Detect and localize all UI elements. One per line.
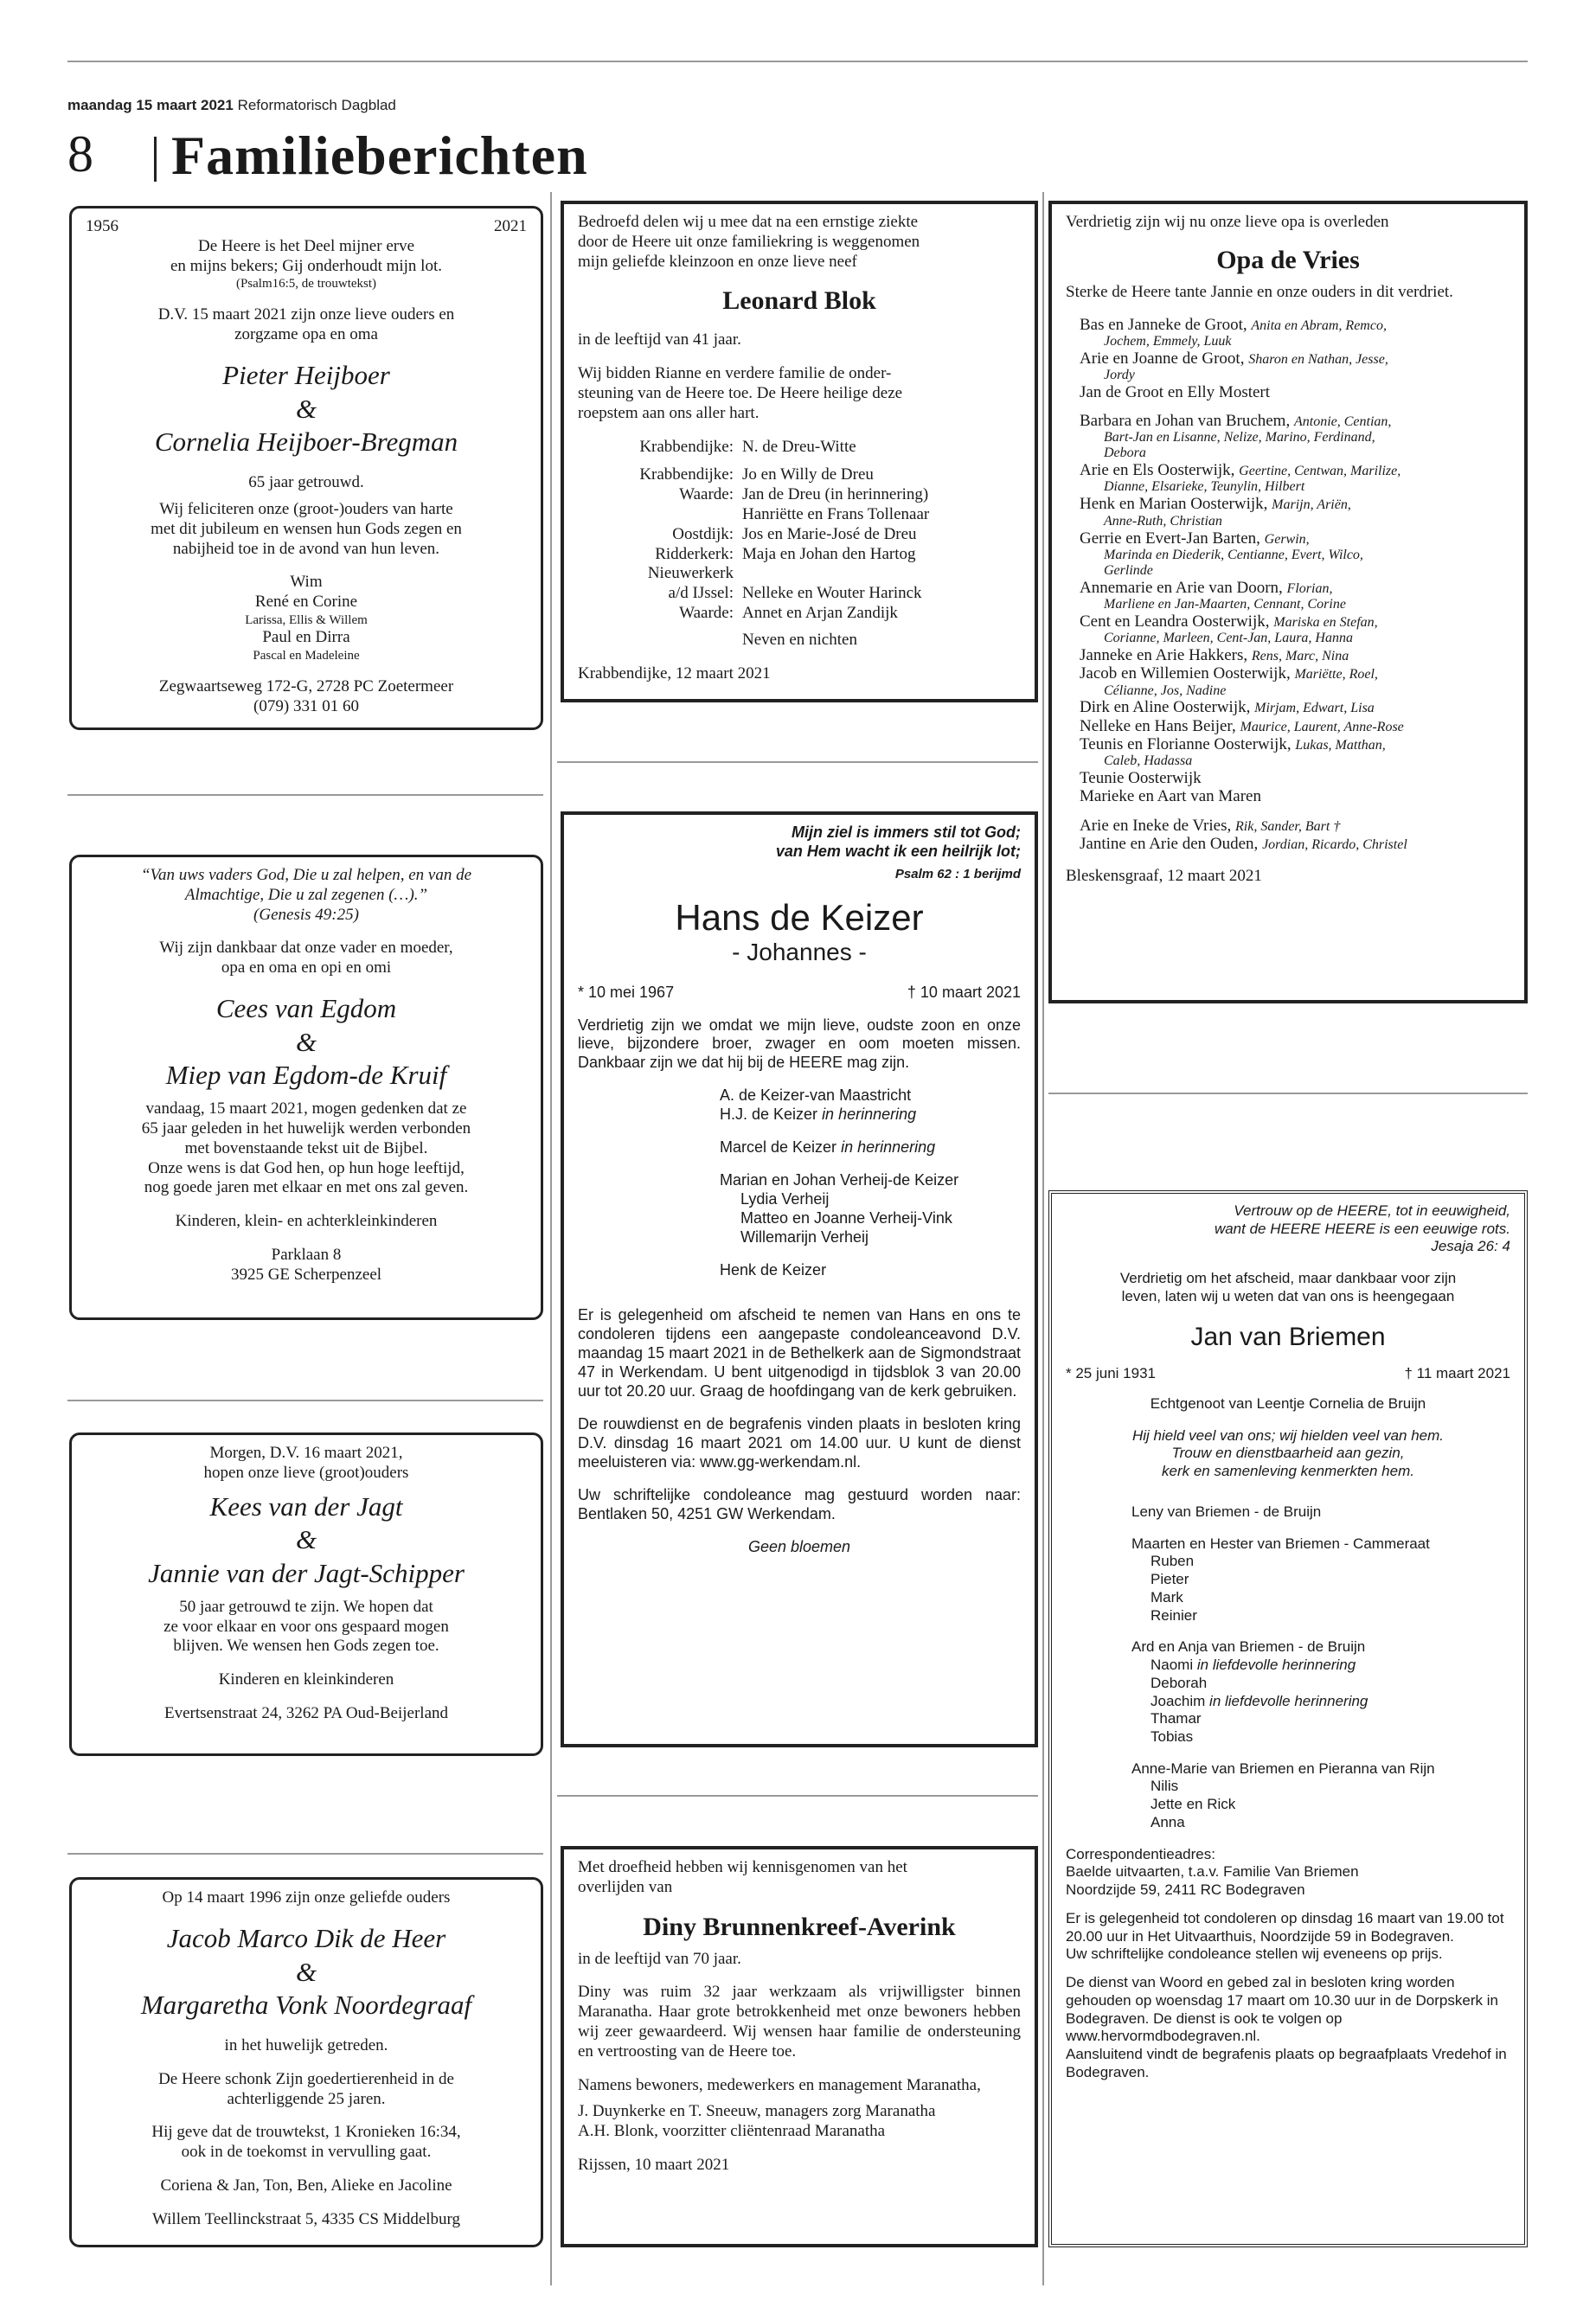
place-date: Rijssen, 10 maart 2021 xyxy=(578,2155,730,2174)
honoree-name: Cees van Egdom xyxy=(215,992,397,1023)
body-paragraph: Er is gelegenheid tot condoleren op dinsdag 16 maart van 19.00 tot 20.00 uur in Het Uitvaarthuis, Noordzijde 59 in Bodegraven. xyxy=(1066,1909,1504,1945)
spouse-line: Echtgenoot van Leentje Cornelia de Bruijn xyxy=(1150,1395,1426,1412)
honoree-name: Pieter Heijboer xyxy=(222,359,390,390)
body-line: in het huwelijk getreden. xyxy=(224,2036,388,2055)
announcement-van-der-jagt xyxy=(69,1433,543,1756)
family-member: H.J. de Keizer in herinnering xyxy=(720,1106,917,1124)
family-member: Jan de Groot en Elly Mostert xyxy=(1080,382,1271,401)
family-member-children: Marinda en Diederik, Centianne, Evert, Wilco, xyxy=(1104,547,1363,562)
body-line: 50 jaar getrouwd te zijn. We hopen dat xyxy=(179,1597,433,1616)
year-end: 2021 xyxy=(494,217,527,235)
separator xyxy=(557,761,1038,763)
family-member: Ruben xyxy=(1151,1553,1195,1570)
family-member: Marian en Johan Verheij-de Keizer xyxy=(720,1171,959,1189)
intro-line: Verdrietig zijn wij nu onze lieve opa is overleden xyxy=(1066,213,1389,231)
family-member: Ard en Anja van Briemen - de Bruijn xyxy=(1131,1638,1366,1656)
family-member-children: Célianne, Jos, Nadine xyxy=(1104,683,1227,698)
honoree-name: Jannie van der Jagt-Schipper xyxy=(148,1558,465,1589)
separator xyxy=(67,1400,543,1401)
family-member: Jan de Dreu (in herinnering) xyxy=(742,485,929,504)
body-line: Hij geve dat de trouwtekst, 1 Kronieken 16:34, xyxy=(151,2123,461,2142)
family-member: Naomi in liefdevolle herinnering xyxy=(1151,1657,1356,1674)
family-member-children: Jochem, Emmely, Luuk xyxy=(1104,333,1232,349)
family-member-children: Marliene en Jan-Maarten, Cennant, Corine xyxy=(1104,596,1346,612)
deceased-name: Diny Brunnenkreef-Averink xyxy=(643,1912,956,1941)
quote-line: Almachtige, Die u zal zegenen (…).” xyxy=(184,885,428,904)
family-list xyxy=(1066,316,1510,854)
address: Evertsenstraat 24, 3262 PA Oud-Beijerland xyxy=(163,1704,449,1723)
body-paragraph: Verdrietig zijn we omdat we mijn lieve, oudste zoon en onze lieve, bijzondere broer, zwager en oom moeten missen. Dankbaar zijn we dat hij bij de HEERE mag zijn. xyxy=(578,1016,1021,1072)
signature-line: J. Duynkerke en T. Sneeuw, managers zorg Maranatha xyxy=(578,2102,936,2121)
intro-line: hopen onze lieve (groot)ouders xyxy=(203,1463,409,1482)
family-member: Annemarie en Arie van Doorn, Florian, xyxy=(1080,578,1333,597)
quote-line: Mijn ziel is immers stil tot God; xyxy=(791,824,1021,841)
family-member: Nilis xyxy=(1151,1778,1179,1795)
announcement-opa-de-vries xyxy=(1048,201,1528,1003)
dateline xyxy=(67,97,396,114)
family-place xyxy=(578,505,734,525)
dates-row xyxy=(1066,1365,1510,1383)
intro-line: Bedroefd delen wij u mee dat na een ernstige ziekte xyxy=(578,213,919,231)
family-member: Dirk en Aline Oosterwijk, Mirjam, Edwart, Lisa xyxy=(1080,698,1375,717)
intro-line: Verdrietig om het afscheid, maar dankbaar voor zijn xyxy=(1119,1270,1457,1287)
body-paragraph: Diny was ruim 32 jaar werkzaam als vrijwilligster binnen Maranatha. Haar grote betrokkenheid met onze bewoners hebben wij zeer gewaardeerd. Wij wensen haar familie de ondersteuning en vertroosting van de Heere toe. xyxy=(578,1983,1021,2061)
body-paragraph: Er is gelegenheid om afscheid te nemen van Hans en ons te condoleren tijdens een aangepaste condoleanceavond D.V. maandag 15 maart 2021 in de Bethelkerk aan de Sigmondstraat 47 in Werkendam. U bent uitgenodigd in tijdsblok 3 van 20.00 uur tot 20.20 uur. Graag de hoofdingang van de kerk gebruiken. xyxy=(578,1305,1021,1400)
deceased-name: Opa de Vries xyxy=(1216,246,1360,275)
family-member: Jantine en Arie den Ouden, Jordian, Ricardo, Christel xyxy=(1080,834,1407,853)
family-list xyxy=(578,438,1021,624)
body-line: met bovenstaande tekst uit de Bijbel. xyxy=(184,1138,428,1157)
announcement-heijboer xyxy=(69,206,543,730)
death-date: † 11 maart 2021 xyxy=(1404,1365,1510,1382)
family-member: Marcel de Keizer in herinnering xyxy=(720,1138,936,1157)
family-member: Jacob en Willemien Oosterwijk, Mariëtte, Roel, xyxy=(1080,664,1378,683)
body-line: Onze wens is dat God hen, op hun hoge leeftijd, xyxy=(148,1158,465,1177)
intro-line: D.V. 15 maart 2021 zijn onze lieve ouders en xyxy=(157,305,455,324)
body-paragraph: Uw schriftelijke condoleance mag gestuurd worden naar: Bentlaken 50, 4251 GW Werkendam. xyxy=(578,1485,1021,1522)
family-place: Nieuwerkerk xyxy=(647,564,734,583)
family-member: René en Corine xyxy=(254,593,358,612)
body-line: ook in de toekomst in vervulling gaat. xyxy=(181,2143,432,2162)
family-member: A. de Keizer-van Maastricht xyxy=(720,1086,912,1105)
quote-line: want de HEERE HEERE is een eeuwige rots. xyxy=(1214,1220,1510,1237)
year-row xyxy=(86,217,527,237)
family-member: Teunis en Florianne Oosterwijk, Lukas, Matthan, xyxy=(1080,734,1386,753)
family-member: Teunie Oosterwijk xyxy=(1080,769,1202,788)
body-paragraph: De dienst van Woord en gebed zal in besloten kring worden gehouden op woensdag 17 maart om 10.30 uur in de Dorpskerk in Bodegraven. De dienst is ook te volgen op www.hervormdbodegraven.nl. xyxy=(1066,1974,1498,2045)
family-member: Annet en Arjan Zandijk xyxy=(742,603,898,622)
family-member: Maja en Johan den Hartog xyxy=(742,544,916,563)
family-member: Larissa, Ellis & Willem xyxy=(245,613,368,628)
year-start: 1956 xyxy=(86,217,119,235)
family-member-children: Dianne, Elsarieke, Teunylin, Hilbert xyxy=(1104,479,1305,495)
family-member: Nelleke en Wouter Harinck xyxy=(742,584,922,603)
intro-line: door de Heere uit onze familiekring is weggenomen xyxy=(578,232,920,251)
column-rule-2 xyxy=(1042,192,1044,2285)
ampersand: & xyxy=(295,393,317,424)
address: Parklaan 8 xyxy=(271,1246,342,1265)
body-paragraph: Namens bewoners, medewerkers en management Maranatha, xyxy=(578,2075,981,2094)
deceased-subname: - Johannes - xyxy=(732,939,867,966)
intro-line: mijn geliefde kleinzoon en onze lieve neef xyxy=(578,252,857,271)
signature-line: A.H. Blonk, voorzitter cliëntenraad Maranatha xyxy=(578,2122,886,2141)
address: 3925 GE Scherpenzeel xyxy=(230,1265,382,1284)
family-place xyxy=(578,457,734,465)
page-number: 8 xyxy=(67,125,93,183)
family-place: Waarde: xyxy=(679,603,734,622)
body-line: 65 jaar geleden in het huwelijk werden verbonden xyxy=(141,1119,471,1138)
family-member: Matteo en Joanne Verheij-Vink xyxy=(740,1209,952,1227)
honoree-name: Kees van der Jagt xyxy=(209,1490,403,1522)
body-line: roepstem aan ons aller hart. xyxy=(578,403,760,422)
quote-reference: Jesaja 26: 4 xyxy=(1431,1238,1510,1255)
family-member: Tobias xyxy=(1151,1728,1194,1746)
body-line: blijven. We wensen hen Gods zegen toe. xyxy=(173,1637,439,1656)
quote-line: en mijns bekers; Gij onderhoudt mijn lot. xyxy=(170,256,442,275)
section-title: Familieberichten xyxy=(171,125,588,186)
family-member: Jo en Willy de Dreu xyxy=(742,465,874,484)
family-member: Bas en Janneke de Groot, Anita en Abram, Remco, xyxy=(1080,315,1387,334)
separator xyxy=(67,1853,543,1855)
body-line: Sterke de Heere tante Jannie en onze ouders in dit verdriet. xyxy=(1066,283,1453,302)
family-place: Krabbendijke: xyxy=(639,465,734,484)
anniversary-text: 65 jaar getrouwd. xyxy=(248,473,364,492)
family-block xyxy=(1066,1503,1510,1832)
family-member: Cent en Leandra Oosterwijk, Mariska en Stefan, xyxy=(1080,612,1378,631)
announcement-dik-de-heer xyxy=(69,1877,543,2247)
wish-line: Wij feliciteren onze (groot-)ouders van harte xyxy=(159,500,453,519)
intro-line: Op 14 maart 1996 zijn onze geliefde ouders xyxy=(162,1888,451,1907)
family-member-children: Debora xyxy=(1104,445,1146,461)
family-member: Joachim in liefdevolle herinnering xyxy=(1151,1692,1368,1709)
quote-reference: Psalm 62 : 1 berijmd xyxy=(894,866,1021,881)
body-line: ze voor elkaar en voor ons gespaard mogen xyxy=(163,1617,449,1636)
honoree-name: Jacob Marco Dik de Heer xyxy=(166,1922,446,1953)
body-paragraph: Uw schriftelijke condoleance stellen wij eveneens op prijs. xyxy=(1066,1945,1443,1963)
family-member: Janneke en Arie Hakkers, Rens, Marc, Nina xyxy=(1080,645,1349,664)
body-paragraph: De rouwdienst en de begrafenis vinden plaats in besloten kring D.V. dinsdag 16 maart 2021 om 14.00 uur. U kunt de dienst meeluisteren via: www.gg-werkendam.nl. xyxy=(578,1414,1021,1471)
quote-line: De Heere is het Deel mijner erve xyxy=(197,236,415,255)
family-member: Anne-Marie van Briemen en Pieranna van Rijn xyxy=(1131,1759,1435,1777)
body-paragraph: Aansluitend vindt de begrafenis plaats op begraafplaats Vredehof in Bodegraven. xyxy=(1066,2046,1507,2080)
family-member: Hanriëtte en Frans Tollenaar xyxy=(742,504,930,523)
family-member-children: Corianne, Marleen, Cent-Jan, Laura, Hanna xyxy=(1104,631,1353,646)
family-member: Paul en Dirra xyxy=(262,628,350,647)
dates-row xyxy=(578,984,1021,1003)
intro-line: leven, laten wij u weten dat van ons is heengegaan xyxy=(1121,1287,1455,1304)
signed-by: Coriena & Jan, Ton, Ben, Alieke en Jacoline xyxy=(160,2176,452,2195)
family-place: Krabbendijke: xyxy=(639,437,734,456)
wish-line: nabijheid toe in de avond van hun leven. xyxy=(172,539,440,558)
intro-line: Met droefheid hebben wij kennisgenomen van het xyxy=(578,1858,907,1876)
family-member: Maarten en Hester van Briemen - Cammeraat xyxy=(1131,1535,1430,1552)
family-member: Anna xyxy=(1151,1813,1185,1830)
signed-by: Kinderen en kleinkinderen xyxy=(218,1670,394,1689)
family-member: Arie en Ineke de Vries, Rik, Sander, Bart † xyxy=(1080,816,1341,835)
tribute-line: kerk en samenleving kenmerkten hem. xyxy=(1162,1463,1414,1480)
separator xyxy=(67,794,543,796)
paper-name: Reformatorisch Dagblad xyxy=(237,97,396,113)
signed-by: Kinderen, klein- en achterkleinkinderen xyxy=(175,1212,438,1231)
quote-line: Vertrouw op de HEERE, tot in eeuwigheid, xyxy=(1234,1202,1510,1219)
honoree-name: Miep van Egdom-de Kruif xyxy=(165,1060,447,1091)
spacer xyxy=(1080,401,1510,412)
intro-line: overlijden van xyxy=(578,1877,673,1896)
phone: (079) 331 01 60 xyxy=(253,696,359,715)
deceased-name: Leonard Blok xyxy=(722,286,876,316)
intro-line: Morgen, D.V. 16 maart 2021, xyxy=(209,1444,403,1462)
address: Willem Teellinckstraat 5, 4335 CS Middelburg xyxy=(151,2209,461,2228)
family-member-children: Bart-Jan en Lisanne, Nelize, Marino, Ferdinand, xyxy=(1104,430,1375,445)
quote-line: van Hem wacht ik een heilrijk lot; xyxy=(775,842,1021,860)
family-member: Marieke en Aart van Maren xyxy=(1080,787,1261,806)
birth-date: * 10 mei 1967 xyxy=(578,983,675,1001)
correspondence-address: Baelde uitvaarten, t.a.v. Familie Van Briemen xyxy=(1066,1863,1359,1881)
body-line: vandaag, 15 maart 2021, mogen gedenken dat ze xyxy=(145,1099,467,1118)
intro-line: opa en oma en opi en omi xyxy=(221,958,392,977)
family-member xyxy=(742,564,1021,584)
tribute-line: Trouw en dienstbaarheid aan gezin, xyxy=(1171,1445,1405,1462)
family-member: Henk de Keizer xyxy=(720,1261,827,1279)
family-member: Arie en Joanne de Groot, Sharon en Nathan, Jesse, xyxy=(1080,349,1388,368)
family-place: Waarde: xyxy=(679,485,734,504)
family-member: Wim xyxy=(290,573,323,592)
announcement-jan-van-briemen xyxy=(1048,1190,1528,2247)
family-member: Arie en Els Oosterwijk, Geertine, Centwan, Marilize, xyxy=(1080,461,1401,480)
family-member: Henk en Marian Oosterwijk, Marijn, Ariën, xyxy=(1080,495,1351,514)
family-member: Willemarijn Verheij xyxy=(740,1228,869,1247)
deceased-name: Hans de Keizer xyxy=(675,897,924,939)
correspondence-label: Correspondentieadres: xyxy=(1066,1845,1215,1862)
quote-reference: (Genesis 49:25) xyxy=(253,905,359,924)
family-block xyxy=(578,1086,1021,1280)
intro-line: zorgzame opa en oma xyxy=(234,325,378,344)
body-line: achterliggende 25 jaren. xyxy=(227,2089,386,2108)
announcement-van-egdom xyxy=(69,855,543,1320)
ampersand: & xyxy=(295,1524,317,1555)
honoree-name: Cornelia Heijboer-Bregman xyxy=(154,426,458,458)
deceased-name: Jan van Briemen xyxy=(1190,1322,1386,1351)
separator xyxy=(557,1795,1038,1797)
family-member: Leny van Briemen - de Bruijn xyxy=(1131,1503,1322,1520)
birth-date: * 25 juni 1931 xyxy=(1066,1365,1156,1382)
family-member: N. de Dreu-Witte xyxy=(742,437,856,456)
separator xyxy=(1048,1093,1528,1094)
top-rule xyxy=(67,61,1528,62)
ampersand: & xyxy=(295,1956,317,1987)
announcement-leonard-blok xyxy=(561,201,1038,702)
family-member: Pieter xyxy=(1151,1571,1189,1588)
family-member: Deborah xyxy=(1151,1674,1208,1691)
family-member: Lydia Verheij xyxy=(740,1190,830,1208)
family-member: Pascal en Madeleine xyxy=(253,648,360,663)
family-member: Reinier xyxy=(1151,1606,1197,1624)
family-member-children: Gerlinde xyxy=(1104,562,1153,578)
family-member: Barbara en Johan van Bruchem, Antonie, Centian, xyxy=(1080,412,1392,431)
quote-reference: (Psalm16:5, de trouwtekst) xyxy=(235,277,377,292)
no-flowers: Geen bloemen xyxy=(747,1537,851,1555)
family-member xyxy=(742,457,1021,465)
family-place: a/d IJssel: xyxy=(668,584,734,603)
honoree-name: Margaretha Vonk Noordegraaf xyxy=(140,1990,472,2021)
correspondence-address: Noordzijde 59, 2411 RC Bodegraven xyxy=(1066,1881,1305,1899)
quote-line: “Van uws vaders God, Die u zal helpen, en van de xyxy=(140,866,472,884)
wish-line: met dit jubileum en wensen hun Gods zegen en xyxy=(151,519,462,538)
page-divider xyxy=(154,137,157,182)
age-line: in de leeftijd van 41 jaar. xyxy=(578,330,741,349)
body-line: steuning van de Heere toe. De Heere heilige deze xyxy=(578,383,903,402)
place-date: Krabbendijke, 12 maart 2021 xyxy=(578,663,771,683)
place-date: Bleskensgraaf, 12 maart 2021 xyxy=(1066,867,1262,886)
tribute-line: Hij hield veel van ons; wij hielden veel van hem. xyxy=(1131,1426,1445,1444)
issue-date: maandag 15 maart 2021 xyxy=(67,97,234,113)
death-date: † 10 maart 2021 xyxy=(907,983,1021,1001)
family-member: Nelleke en Hans Beijer, Maurice, Laurent, Anne-Rose xyxy=(1080,716,1404,735)
intro-line: Wij zijn dankbaar dat onze vader en moeder, xyxy=(159,939,453,958)
family-member: Mark xyxy=(1151,1588,1183,1606)
body-line: De Heere schonk Zijn goedertierenheid in de xyxy=(158,2069,454,2088)
family-place: Ridderkerk: xyxy=(655,544,734,563)
spacer xyxy=(1080,806,1510,817)
family-member-children: Anne-Ruth, Christian xyxy=(1104,513,1222,529)
address: Zegwaartseweg 172-G, 2728 PC Zoetermeer xyxy=(158,676,454,695)
body-line: nog goede jaren met elkaar en met ons zal geven. xyxy=(144,1178,469,1197)
announcement-hans-de-keizer xyxy=(561,811,1038,1747)
family-member: Gerrie en Evert-Jan Barten, Gerwin, xyxy=(1080,529,1310,548)
announcement-brunnenkreef xyxy=(561,1846,1038,2247)
cousins: Neven en nichten xyxy=(742,630,857,649)
column-rule-1 xyxy=(550,192,552,2285)
family-member: Jette en Rick xyxy=(1151,1796,1236,1813)
family-member-children: Caleb, Hadassa xyxy=(1104,753,1193,769)
age-line: in de leeftijd van 70 jaar. xyxy=(578,1949,741,1968)
ampersand: & xyxy=(295,1026,317,1057)
family-member-children: Jordy xyxy=(1104,367,1135,382)
body-line: Wij bidden Rianne en verdere familie de onder- xyxy=(578,364,892,383)
family-member: Jos en Marie-José de Dreu xyxy=(742,524,917,543)
family-place: Oostdijk: xyxy=(672,524,734,543)
family-member: Thamar xyxy=(1151,1710,1202,1727)
